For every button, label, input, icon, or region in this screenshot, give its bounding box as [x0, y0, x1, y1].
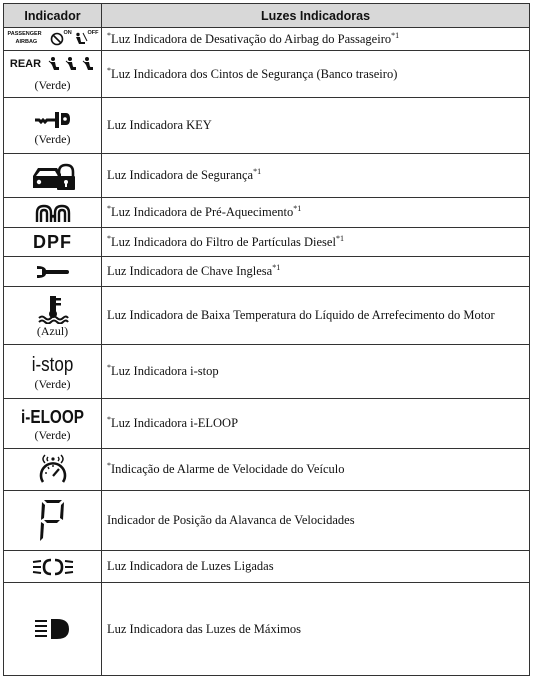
color-note: (Verde)	[34, 427, 71, 442]
table-row	[4, 154, 530, 198]
icon-label-passenger: PASSENGER	[7, 31, 42, 37]
passenger-airbag-off-icon	[6, 29, 100, 49]
table-row	[4, 583, 530, 676]
description-text: Luz Indicadora KEY	[107, 118, 212, 132]
low-coolant-temperature-icon	[36, 294, 70, 324]
rear-label: REAR	[9, 58, 42, 70]
indicator-cell	[4, 198, 102, 228]
icon-label-on: ON	[63, 30, 72, 36]
description-text: Luz Indicadora de Luzes Ligadas	[107, 559, 274, 573]
description-text: Luz Indicadora de Chave Inglesa	[107, 264, 273, 278]
indicator-cell	[4, 98, 102, 154]
table-row	[4, 491, 530, 551]
indicator-cell	[4, 449, 102, 491]
description-text: Indicação de Alarme de Velocidade do Veículo	[111, 462, 345, 476]
footnote-mark: *1	[253, 166, 262, 176]
footnote-mark: *1	[391, 30, 400, 40]
description-text: Indicador de Posição da Alavanca de Velocidades	[107, 513, 355, 527]
footnote-mark: *1	[293, 203, 302, 213]
header-lights: Luzes Indicadoras	[102, 4, 530, 28]
color-note: (Azul)	[36, 323, 69, 338]
description-cell	[102, 287, 530, 345]
dpf-icon: DPF	[33, 231, 72, 252]
i-stop-icon: i-stop	[31, 353, 74, 376]
description-text: Luz Indicadora i-stop	[111, 364, 219, 378]
description-text: Luz Indicadora das Luzes de Máximos	[107, 621, 302, 636]
indicator-cell	[4, 491, 102, 551]
description-cell	[102, 257, 530, 287]
asterisk: *	[107, 362, 111, 372]
indicator-cell	[4, 154, 102, 198]
security-car-lock-icon	[31, 160, 75, 192]
asterisk: *	[107, 203, 111, 213]
table-row	[4, 51, 530, 98]
table-row	[4, 228, 530, 257]
description-cell	[102, 228, 530, 257]
asterisk: *	[107, 460, 111, 470]
i-eloop-icon: i-ELOOP	[21, 406, 84, 427]
speed-alarm-icon	[36, 454, 70, 486]
gear-position-display-icon	[36, 498, 70, 544]
description-cell	[102, 491, 530, 551]
indicator-cell	[4, 51, 102, 98]
indicator-cell	[4, 257, 102, 287]
description-text: Luz Indicadora de Segurança	[107, 168, 254, 182]
table-row	[4, 287, 530, 345]
high-beam-icon	[33, 618, 73, 640]
description-cell	[102, 345, 530, 399]
table-row	[4, 257, 530, 287]
table-row	[4, 198, 530, 228]
indicator-cell	[4, 399, 102, 449]
description-cell	[102, 28, 530, 51]
indicator-cell	[4, 287, 102, 345]
asterisk: *	[107, 233, 111, 243]
table-row	[4, 551, 530, 583]
color-note: (Verde)	[34, 78, 71, 92]
indicator-cell	[4, 345, 102, 399]
description-text: Luz Indicadora do Filtro de Partículas Diesel	[111, 234, 336, 249]
description-cell	[102, 583, 530, 676]
description-text: Luz Indicadora de Desativação do Airbag do Passageiro	[111, 31, 392, 46]
color-note: (Verde)	[34, 376, 71, 391]
description-text: Luz Indicadora dos Cintos de Segurança (Banco traseiro)	[111, 66, 398, 81]
icon-label-airbag: AIRBAG	[15, 39, 38, 45]
table-row	[4, 98, 530, 154]
description-cell	[102, 98, 530, 154]
table-row	[4, 345, 530, 399]
icon-label-off: OFF	[87, 30, 99, 36]
description-cell	[102, 51, 530, 98]
indicator-cell	[4, 583, 102, 676]
color-note: (Verde)	[34, 131, 71, 146]
table-row	[4, 28, 530, 51]
table-row	[4, 449, 530, 491]
rear-seat-belt-icon	[4, 56, 101, 78]
indicator-table	[3, 3, 530, 676]
indicator-cell	[4, 28, 102, 51]
description-cell	[102, 154, 530, 198]
asterisk: *	[107, 414, 111, 424]
table-header-row	[4, 4, 530, 28]
glow-plug-icon	[33, 204, 73, 222]
description-text: Luz Indicadora i-ELOOP	[111, 416, 239, 430]
description-cell	[102, 551, 530, 583]
indicator-cell	[4, 228, 102, 257]
footnote-mark: *1	[335, 233, 344, 243]
description-cell	[102, 399, 530, 449]
description-text: Luz Indicadora de Baixa Temperatura do Líquido de Arrefecimento do Motor	[107, 308, 495, 322]
description-cell	[102, 198, 530, 228]
wrench-icon	[35, 264, 71, 280]
asterisk: *	[107, 65, 111, 75]
table-row	[4, 399, 530, 449]
asterisk: *	[107, 30, 111, 40]
position-lights-icon	[31, 558, 75, 576]
header-indicator: Indicador	[4, 4, 102, 28]
description-cell	[102, 449, 530, 491]
description-text: Luz Indicadora de Pré-Aquecimento	[111, 205, 294, 219]
footnote-mark: *1	[272, 262, 281, 272]
indicator-cell	[4, 551, 102, 583]
key-icon	[33, 106, 73, 132]
